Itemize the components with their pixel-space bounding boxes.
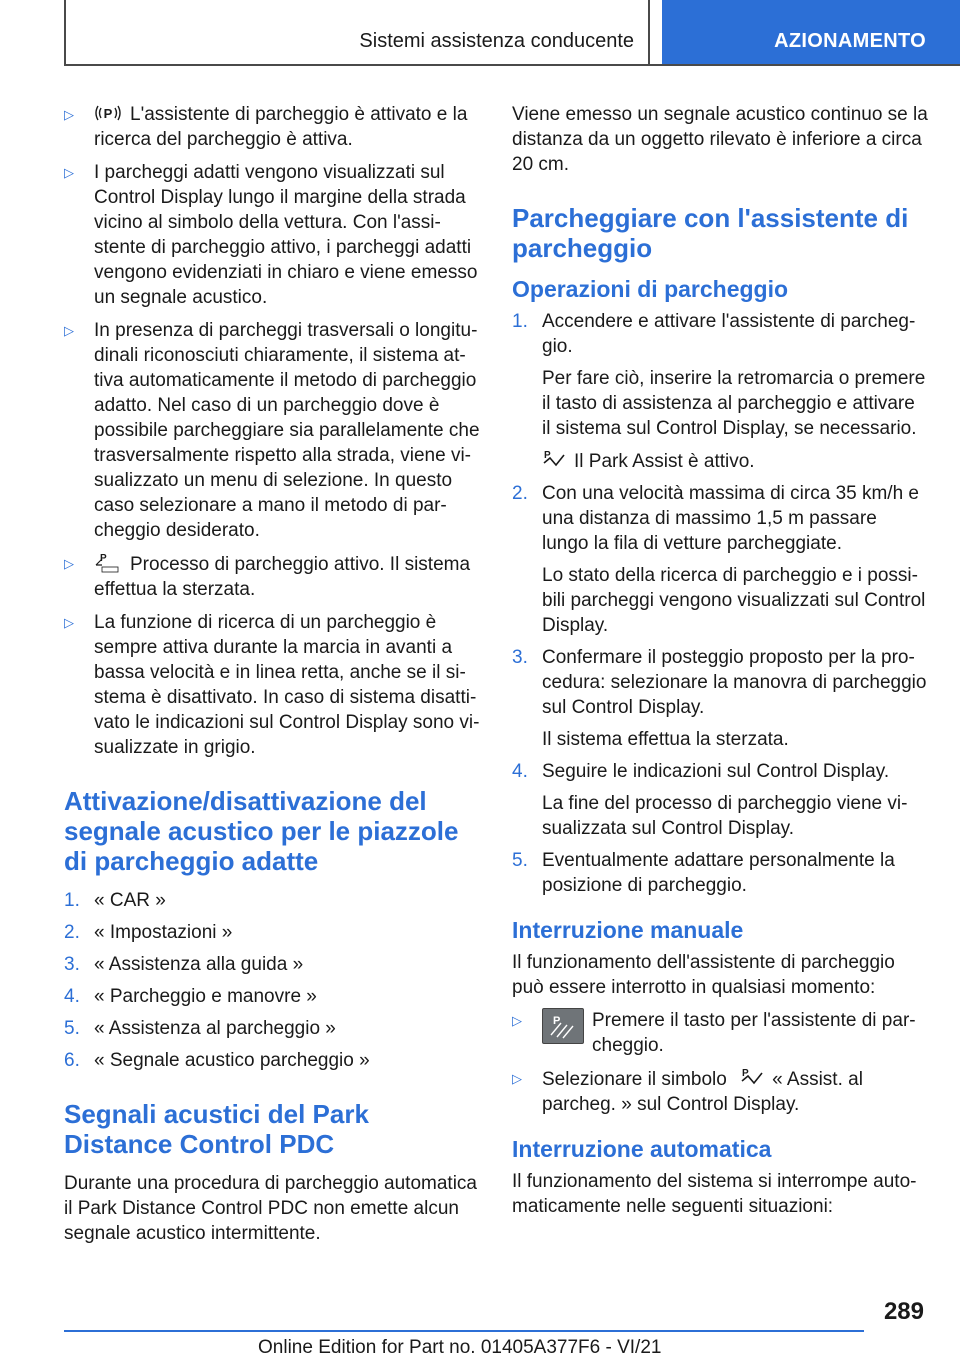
header-section-box <box>64 0 650 66</box>
auto-heading: Interruzione automatica <box>512 1136 772 1162</box>
list-item-text: La funzione di ricerca di un parcheggio è sempre attiva durante la marcia in avanti a bassa velocità e in linea retta, anche se il sistema è disattivato. In caso di sistema disattivato le indicazioni sul Control Display sono visualizzate in grigio. <box>94 612 480 758</box>
manual-heading: Interruzione manuale <box>512 917 744 943</box>
page-number: 289 <box>883 1298 924 1325</box>
triangle-bullet-icon: ▷ <box>512 1071 522 1086</box>
list-item <box>64 610 480 760</box>
step-detail: P Il Park Assist è attivo. <box>544 450 755 472</box>
manual-list <box>512 1008 928 1117</box>
park-heading: Parcheggiare con l'assistente di parcheggio <box>512 203 909 263</box>
list-item: 4. Seguire le indicazioni sul Control Display. La fine del processo di parcheggio viene visualizzata sul Control Display. <box>512 759 928 841</box>
list-item <box>512 1066 928 1117</box>
list-item: 1. Accendere e attivare l'assistente di parcheggio. Per fare ciò, inserire la retromarcia o premere il tasto di assistenza al parcheggio e attivare il sistema sul Control Display, se necessario. P Il Park Assist è attivo. <box>512 309 928 474</box>
list-item-text: « Segnale acustico parcheggio » <box>94 1050 370 1071</box>
list-item <box>512 1008 928 1058</box>
ops-heading: Operazioni di parcheggio <box>512 276 789 302</box>
step-text: Eventualmente adattare personalmente la posizione di parcheggio. <box>542 850 895 896</box>
header-chapter-title: AZIONAMENTO <box>774 30 926 52</box>
list-item-text: L'assistente di parcheggio è attivato e la ricerca del parcheggio è attiva. <box>94 104 468 150</box>
list-item: 5. « Assistenza al parcheggio » <box>64 1018 336 1039</box>
activation-heading: Attivazione/disattivazione del segnale acustico per le piazzole di parcheggio adatte <box>64 786 459 876</box>
right-column <box>512 102 928 1227</box>
svg-text:P: P <box>742 1068 749 1079</box>
step-detail: Lo stato della ricerca di parcheggio e i possibili parcheggi vengono visualizzati sul Control Display. <box>542 565 926 636</box>
pdc-paragraph: Durante una procedura di parcheggio automatica il Park Distance Control PDC non emette alcun segnale acustico intermittente. <box>64 1173 477 1244</box>
list-item-text: I parcheggi adatti vengono visualizzati sul Control Display lungo il margine della strada vicino al simbolo della vettura. Con l'assistente di parcheggio attivo, i parcheggi adatti vengono evidenziati in chiaro e viene emesso un segnale acustico. <box>94 162 478 308</box>
park-assist-button-icon <box>542 1008 584 1044</box>
list-item: 1. « CAR » <box>64 890 166 911</box>
triangle-bullet-icon: ▷ <box>64 615 74 630</box>
auto-paragraph: Il funzionamento del sistema si interrompe automaticamente nelle seguenti situazioni: <box>512 1171 917 1217</box>
park-assist-active-icon <box>740 1066 764 1088</box>
list-item-text: Selezionare il simbolo <box>542 1069 727 1090</box>
header-section-title: Sistemi assistenza conducente <box>359 30 634 52</box>
steps-list <box>512 309 928 898</box>
step-text: Accendere e attivare l'assistente di parcheggio. <box>542 311 916 357</box>
triangle-bullet-icon: ▷ <box>512 1013 522 1028</box>
list-item-text: « Assistenza alla guida » <box>94 954 304 975</box>
list-item-text: Premere il tasto per l'assistente di parcheggio. <box>592 1010 916 1056</box>
step-text: Con una velocità massima di circa 35 km/h e una distanza di massimo 1,5 m passare lungo la fila di vetture parcheggiate. <box>542 483 919 554</box>
pdc-heading: Segnali acustici del Park Distance Control PDC <box>64 1099 369 1159</box>
list-item: 3. « Assistenza alla guida » <box>64 954 304 975</box>
footer-edition: Online Edition for Part no. 01405A377F6 - VI/21 <box>258 1337 662 1358</box>
header-chapter-tab <box>662 0 960 64</box>
list-item: 3. Confermare il posteggio proposto per la procedura: selezionare la manovra di parcheggio sul Control Display. Il sistema effettua la sterzata. <box>512 647 927 750</box>
svg-text:P: P <box>103 106 113 121</box>
list-item-text: « Assistenza al parcheggio » <box>94 1018 336 1039</box>
park-assist-active-icon <box>542 448 566 470</box>
menu-path-list <box>64 888 480 1073</box>
list-item-text: « Impostazioni » <box>94 922 233 943</box>
list-item-text: In presenza di parcheggi trasversali o longitudinali riconosciuti chiaramente, il sistema attiva automaticamente il metodo di parcheggio adatto. Nel caso di un parcheggio dove è possibile parcheggiare sia parallelamente che trasversalmente rispetto alla strada, viene visualizzato un menu di selezione. In questo caso selezionare a mano il metodo di parcheggio desiderato. <box>94 320 480 541</box>
step-detail: Il sistema effettua la sterzata. <box>542 729 789 750</box>
svg-text:P: P <box>100 553 107 564</box>
list-item-text: Processo di parcheggio attivo. Il sistema effettua la sterzata. <box>94 554 471 600</box>
status-list <box>64 102 480 760</box>
manual-paragraph: Il funzionamento dell'assistente di parcheggio può essere interrotto in qualsiasi momento: <box>512 952 895 998</box>
list-item <box>64 551 480 602</box>
intro-paragraph: Viene emesso un segnale acustico continuo se la distanza da un oggetto rilevato è inferiore a circa 20 cm. <box>512 104 928 175</box>
list-item-text: « Parcheggio e manovre » <box>94 986 317 1007</box>
header-rule <box>64 64 960 66</box>
list-item-text: « Assist. al parcheg. » sul Control Display. <box>542 1069 863 1115</box>
park-assist-search-icon <box>94 103 122 123</box>
list-item: 4. « Parcheggio e manovre » <box>64 986 317 1007</box>
list-item: 2. Con una velocità massima di circa 35 km/h e una distanza di massimo 1,5 m passare lungo la fila di vetture parcheggiate. Lo stato della ricerca di parcheggio e i possibili parcheggi vengono visualizzati sul Control Display. <box>512 481 928 638</box>
list-item-text: « CAR » <box>94 890 166 911</box>
svg-text:P: P <box>544 450 551 461</box>
step-detail: Per fare ciò, inserire la retromarcia o premere il tasto di assistenza al parcheggio e attivare il sistema sul Control Display, se necessario. <box>542 368 926 439</box>
park-assist-auto-icon <box>94 551 122 573</box>
triangle-bullet-icon: ▷ <box>64 165 74 180</box>
list-item <box>64 102 480 152</box>
step-text: Confermare il posteggio proposto per la procedura: selezionare la manovra di parcheggio sul Control Display. <box>542 647 927 718</box>
list-item: 2. « Impostazioni » <box>64 922 233 943</box>
step-text: Seguire le indicazioni sul Control Display. <box>542 761 890 782</box>
svg-text:P: P <box>553 1015 561 1027</box>
triangle-bullet-icon: ▷ <box>64 323 74 338</box>
left-column <box>64 102 480 1254</box>
triangle-bullet-icon: ▷ <box>64 107 74 122</box>
footer-rule <box>64 1330 864 1332</box>
step-detail: La fine del processo di parcheggio viene visualizzata sul Control Display. <box>542 793 908 839</box>
list-item: 5. Eventualmente adattare personalmente la posizione di parcheggio. <box>512 850 895 896</box>
list-item: 6. « Segnale acustico parcheggio » <box>64 1050 370 1071</box>
list-item <box>64 160 480 310</box>
triangle-bullet-icon: ▷ <box>64 556 74 571</box>
list-item <box>64 318 480 543</box>
